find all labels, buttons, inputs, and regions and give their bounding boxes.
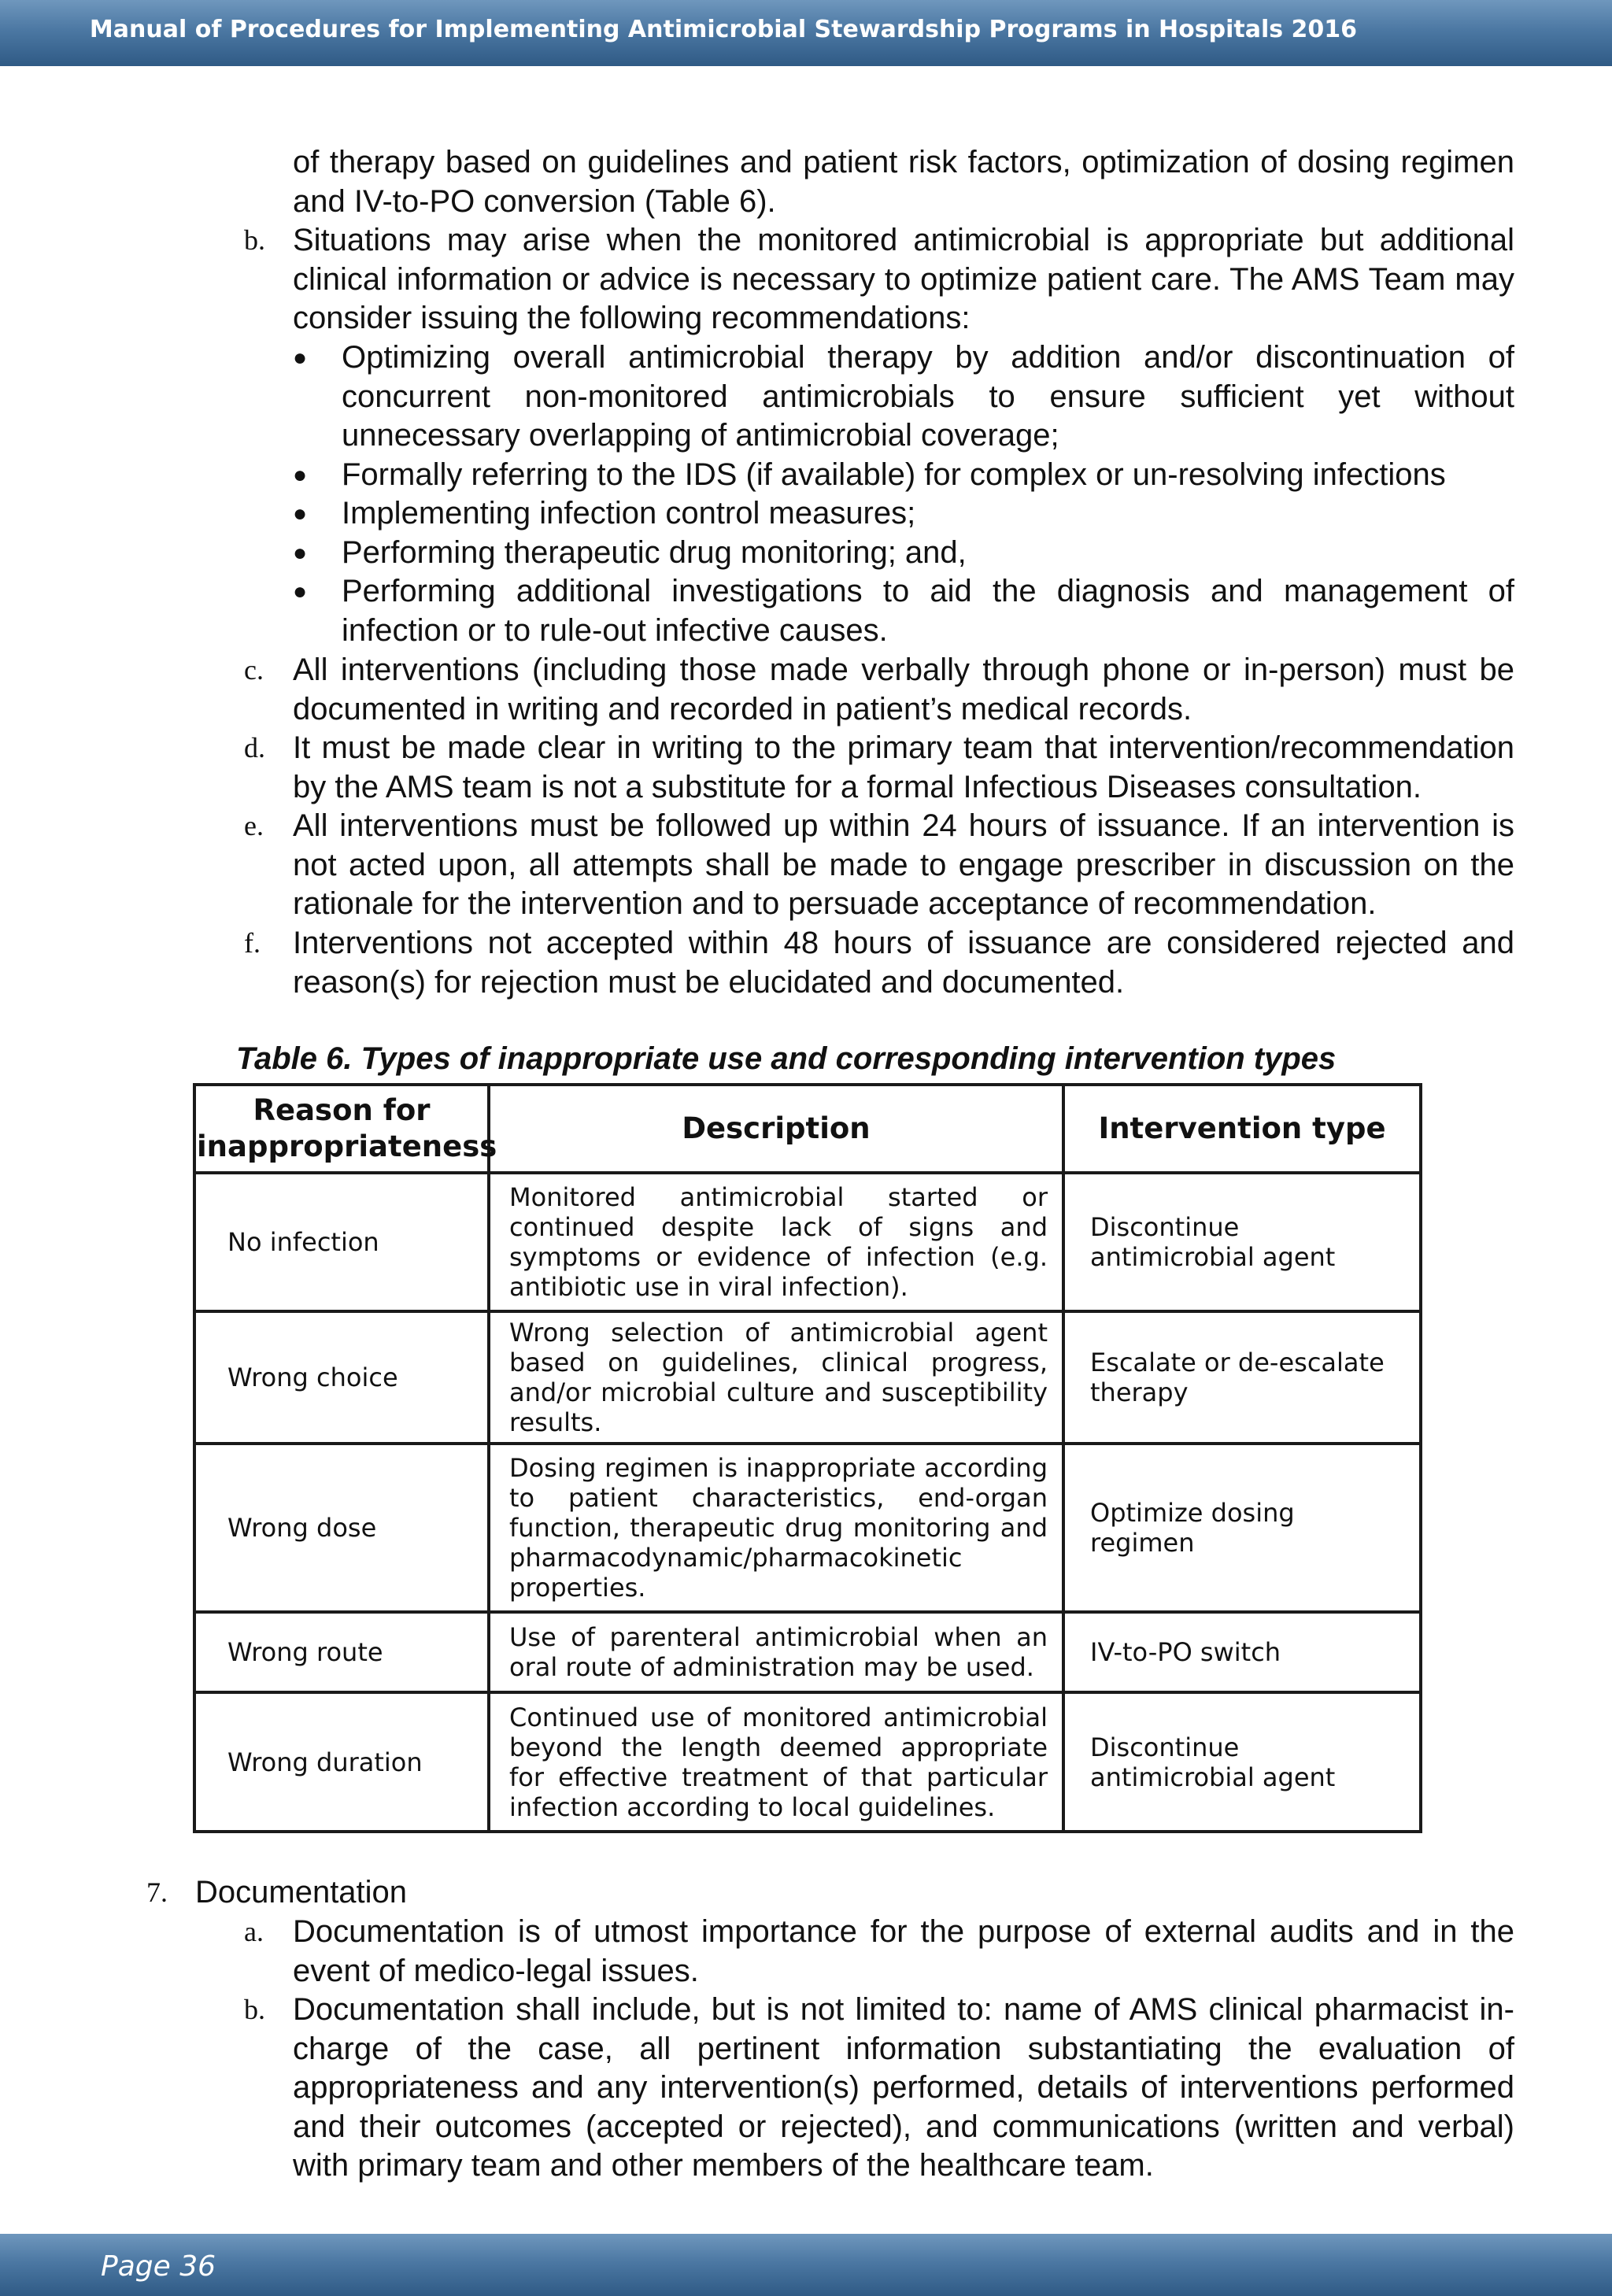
intervention-types-table: [193, 1083, 1422, 1833]
section-7-item-a-text: Documentation is of utmost importance for the purpose of external audits and in the event of medico-legal issues.: [293, 1914, 1514, 1988]
item-marker-d: d.: [244, 732, 265, 763]
description-cell: Continued use of monitored antimicrobial beyond the length deemed appropriate for effective treatment of that particular infection according to local guidelines.: [489, 1692, 1063, 1832]
bullet-2-text: Formally referring to the IDS (if available) for complex or un-resolving infections: [342, 457, 1446, 492]
description-cell: Use of parenteral antimicrobial when an oral route of administration may be used.: [489, 1612, 1063, 1692]
table-row: [194, 1612, 1421, 1692]
page-number: Page 36: [101, 2250, 216, 2283]
section-7-item-b-text: Documentation shall include, but is not limited to: name of AMS clinical pharmacist in-charge of the case, all pertinent information substantiating the evaluation of appropriateness and any intervention(s) performed, details of interventions performed and their outcomes (accepted or rejected), and communications (written and verbal) with primary team and other members of the healthcare team.: [293, 1992, 1514, 2183]
header-reason: Reason for inappropriateness: [194, 1085, 489, 1173]
footer-bar: [0, 2234, 1612, 2296]
table-caption: Table 6. Types of inappropriate use and corresponding intervention types: [236, 1041, 1337, 1076]
reason-cell: Wrong choice: [194, 1311, 489, 1444]
intervention-cell: Optimize dosing regimen: [1063, 1444, 1421, 1612]
bullet-3-text: Implementing infection control measures;: [342, 496, 916, 531]
table-header-row: [194, 1085, 1421, 1173]
section-7-title: Documentation: [195, 1875, 408, 1910]
bullet-4-symbol: ●: [293, 540, 308, 566]
description-cell: Wrong selection of antimicrobial agent based on guidelines, clinical progress, and/or microbial culture and susceptibility results.: [489, 1311, 1063, 1444]
description-cell: Monitored antimicrobial started or continued despite lack of signs and symptoms or evidence of infection (e.g. antibiotic use in viral infection).: [489, 1173, 1063, 1311]
bullet-5-symbol: ●: [293, 579, 308, 605]
item-b-text: Situations may arise when the monitored antimicrobial is appropriate but additional clinical information or advice is necessary to optimize patient care. The AMS Team may consider issuing the following recommendations:: [293, 223, 1514, 335]
bullet-3-symbol: ●: [293, 501, 308, 527]
header-description: Description: [489, 1085, 1063, 1173]
continuation-paragraph: of therapy based on guidelines and patient risk factors, optimization of dosing regimen and IV-to-PO conversion (Table 6).: [293, 145, 1514, 219]
description-cell: Dosing regimen is inappropriate according to patient characteristics, end-organ function, therapeutic drug monitoring and pharmacodynamic/pharmacokinetic properties.: [489, 1444, 1063, 1612]
table-row: [194, 1692, 1421, 1832]
section-7-number: 7.: [146, 1876, 168, 1908]
reason-cell: Wrong duration: [194, 1692, 489, 1832]
table-row: [194, 1311, 1421, 1444]
intervention-cell: IV-to-PO switch: [1063, 1612, 1421, 1692]
section-7-marker-b: b.: [244, 1994, 265, 2025]
document-title: Manual of Procedures for Implementing Antimicrobial Stewardship Programs in Hospitals 2016: [89, 16, 1358, 43]
item-f-text: Interventions not accepted within 48 hours of issuance are considered rejected and reason(s) for rejection must be elucidated and documented.: [293, 926, 1514, 1000]
bullet-4-text: Performing therapeutic drug monitoring; and,: [342, 535, 967, 570]
item-marker-c: c.: [244, 654, 264, 686]
bullet-1-text: Optimizing overall antimicrobial therapy by addition and/or discontinuation of concurrent non-monitored antimicrobials to ensure sufficient yet without unnecessary overlapping of antimicrobial coverage;: [342, 340, 1514, 453]
reason-cell: Wrong dose: [194, 1444, 489, 1612]
reason-cell: No infection: [194, 1173, 489, 1311]
header-intervention: Intervention type: [1063, 1085, 1421, 1173]
item-e-text: All interventions must be followed up within 24 hours of issuance. If an intervention is not acted upon, all attempts shall be made to engage prescriber in discussion on the rationale for the intervention and to persuade acceptance of recommendation.: [293, 808, 1514, 921]
section-7-marker-a: a.: [244, 1916, 264, 1947]
table-row: [194, 1444, 1421, 1612]
reason-cell: Wrong route: [194, 1612, 489, 1692]
bullet-1-symbol: ●: [293, 345, 308, 371]
item-marker-f: f.: [244, 927, 261, 959]
table-row: [194, 1173, 1421, 1311]
item-marker-b: b.: [244, 224, 265, 256]
intervention-cell: Discontinue antimicrobial agent: [1063, 1692, 1421, 1832]
item-marker-e: e.: [244, 810, 264, 841]
bullet-5-text: Performing additional investigations to aid the diagnosis and management of infection or to rule-out infective causes.: [342, 574, 1514, 648]
intervention-cell: Discontinue antimicrobial agent: [1063, 1173, 1421, 1311]
bullet-2-symbol: ●: [293, 462, 308, 488]
intervention-cell: Escalate or de-escalate therapy: [1063, 1311, 1421, 1444]
item-c-text: All interventions (including those made verbally through phone or in-person) must be documented in writing and recorded in patient’s medical records.: [293, 653, 1514, 727]
item-d-text: It must be made clear in writing to the primary team that intervention/recommendation by the AMS team is not a substitute for a formal Infectious Diseases consultation.: [293, 730, 1514, 804]
